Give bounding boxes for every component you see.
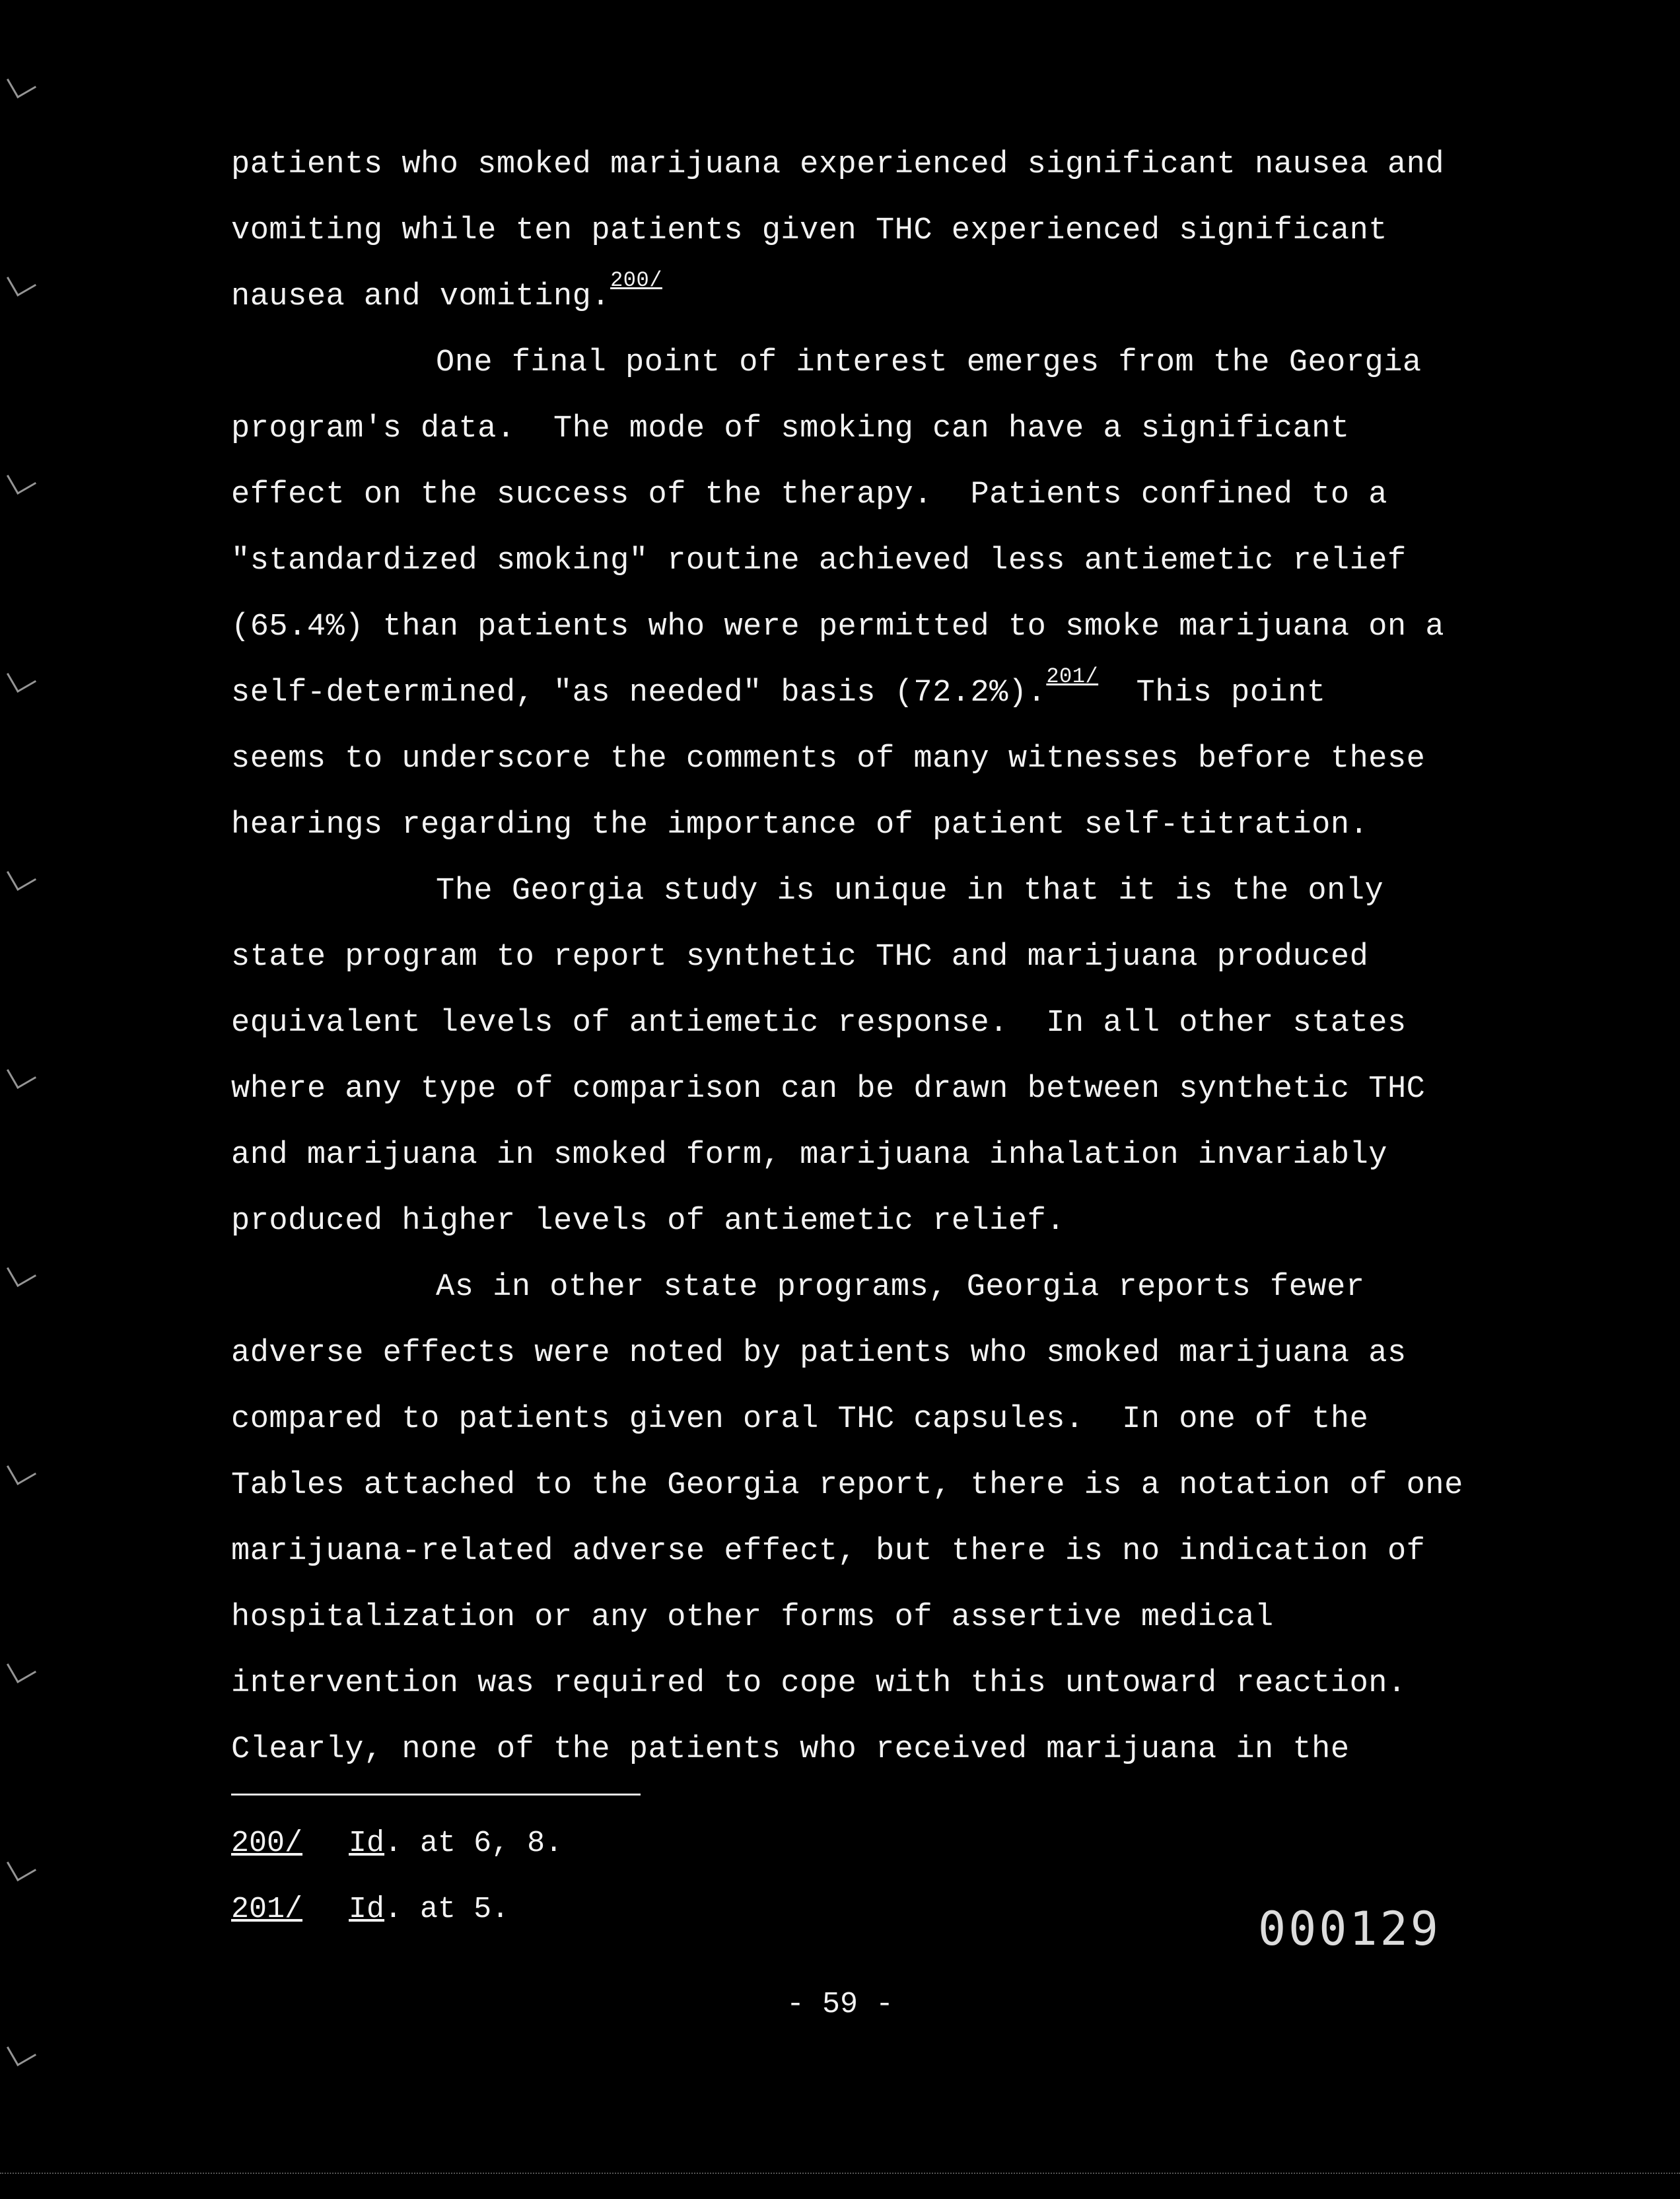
line-text: program's data. The mode of smoking can have a significant [231,411,1350,446]
margin-hole-mark [7,69,36,98]
line-text: patients who smoked marijuana experienced significant nausea and [231,147,1445,182]
line-text: adverse effects were noted by patients who smoked marijuana as [231,1336,1407,1371]
line-text: The Georgia study is unique in that it is the only [436,874,1384,909]
line-text: Tables attached to the Georgia report, there is a notation of one [231,1468,1463,1503]
text-line [231,1717,1565,1783]
margin-hole-mark [7,267,36,297]
text-line [231,396,1565,462]
margin-hole-mark [7,663,36,693]
text-line [231,925,1565,991]
footnote [231,1811,1024,1877]
text-line [231,1321,1565,1387]
line-text: "standardized smoking" routine achieved less antiemetic relief [231,543,1407,578]
text-line [231,462,1565,528]
line-text: intervention was required to cope with this untoward reaction. [231,1666,1407,1701]
line-text: Clearly, none of the patients who received marijuana in the [231,1732,1350,1767]
text-line [231,1651,1565,1717]
footnote-number: 200/ [231,1827,303,1860]
text-line [231,528,1565,594]
line-text: hospitalization or any other forms of assertive medical [231,1600,1274,1635]
text-line [231,1585,1565,1651]
line-text: As in other state programs, Georgia reports fewer [436,1270,1365,1305]
footnote-citation-text: . at 5. [384,1893,510,1926]
footnote-citation-id: Id [349,1827,385,1860]
line-text: and marijuana in smoked form, marijuana inhalation invariably [231,1138,1387,1173]
text-line [231,1057,1565,1123]
bates-number: 000129 [1258,1902,1441,1956]
text-line [231,264,1565,330]
text-line [231,330,1565,396]
text-line [231,792,1565,858]
line-text: where any type of comparison can be drawn between synthetic THC [231,1072,1426,1107]
text-line [231,1387,1565,1453]
line-text: self-determined, "as needed" basis (72.2%). [231,676,1047,711]
margin-hole-mark [7,2037,36,2066]
text-line [231,858,1565,925]
line-text: nausea and vomiting. [231,279,611,314]
text-line [231,1123,1565,1189]
page-number: - 59 - [786,1988,894,2021]
margin-hole-mark [7,465,36,495]
margin-hole-mark [7,1455,36,1485]
margin-hole-mark [7,1852,36,1881]
line-text: hearings regarding the importance of patient self-titration. [231,808,1369,843]
line-text: equivalent levels of antiemetic response. In all other states [231,1006,1407,1041]
body-text [231,132,1565,1783]
line-text: vomiting while ten patients given THC experienced significant [231,213,1387,248]
line-text: compared to patients given oral THC capsules. In one of the [231,1402,1369,1437]
line-text: seems to underscore the comments of many witnesses before these [231,742,1426,777]
text-line [231,1519,1565,1585]
line-text: state program to report synthetic THC and marijuana produced [231,940,1369,975]
line-text: (65.4%) than patients who were permitted to smoke marijuana on a [231,610,1445,645]
margin-hole-mark [7,1654,36,1683]
line-text-continued: This point [1098,676,1326,711]
text-line [231,198,1565,264]
line-text: One final point of interest emerges from the Georgia [436,345,1422,380]
text-line [231,726,1565,792]
text-line [231,1255,1565,1321]
footnote-citation-id: Id [349,1893,385,1926]
scan-edge-line [0,2173,1680,2175]
footnotes [231,1811,1024,1943]
text-line [231,1453,1565,1519]
line-text: effect on the success of the therapy. Patients confined to a [231,477,1387,512]
line-text: marijuana-related adverse effect, but there is no indication of [231,1534,1426,1569]
margin-hole-mark [7,861,36,891]
footnote-number: 201/ [231,1893,303,1926]
margin-hole-mark [7,1059,36,1089]
text-line [231,660,1565,726]
line-text: produced higher levels of antiemetic relief. [231,1204,1066,1239]
margin-hole-mark [7,1257,36,1287]
footnote-reference: 201/ [1046,664,1099,689]
text-line [231,132,1565,198]
text-line [231,594,1565,660]
footnote-separator [231,1794,641,1796]
footnote-citation-text: . at 6, 8. [384,1827,563,1860]
footnote-reference: 200/ [610,268,662,293]
text-line [231,1189,1565,1255]
footnote [231,1877,1024,1943]
text-line [231,991,1565,1057]
